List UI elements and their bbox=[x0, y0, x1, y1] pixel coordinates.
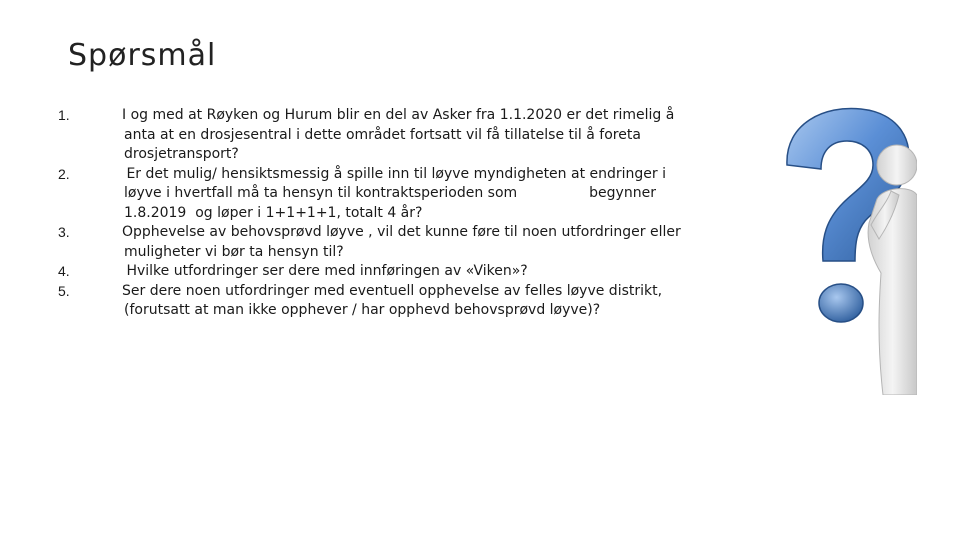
question-list bbox=[0, 106, 760, 321]
question-number: 1. bbox=[58, 107, 70, 123]
question-mark-illustration bbox=[765, 103, 917, 395]
question-text-line: I og med at Røyken og Hurum blir en del av Asker fra 1.1.2020 er det rimelig å bbox=[122, 107, 675, 123]
question-text-line bbox=[122, 184, 760, 204]
question-mark-dot bbox=[819, 284, 863, 322]
question-text-fragment: løyve i hvertfall må ta hensyn til kontraktsperioden som bbox=[124, 185, 518, 201]
question-text-line: Er det mulig/ hensiktsmessig å spille inn til løyve myndigheten at endringer i bbox=[122, 165, 666, 182]
question-text-line: 1.8.2019 og løper i 1+1+1+1, totalt 4 år? bbox=[124, 204, 423, 221]
question-number: 2. bbox=[58, 165, 70, 182]
question-item-1 bbox=[0, 106, 760, 165]
question-text-line: Hvilke utfordringer ser dere med innføringen av «Viken»? bbox=[122, 263, 528, 279]
question-item-2 bbox=[0, 165, 760, 224]
question-number: 5. bbox=[58, 282, 70, 299]
question-item-3 bbox=[0, 223, 760, 262]
question-text-line: drosjetransport? bbox=[124, 146, 239, 162]
question-number: 4. bbox=[58, 263, 70, 279]
question-text-fragment: begynner bbox=[589, 185, 656, 201]
question-text-line: (forutsatt at man ikke opphever / har opphevd behovsprøvd løyve)? bbox=[124, 302, 601, 318]
question-text-line: muligheter vi bør ta hensyn til? bbox=[124, 243, 344, 260]
question-text-line: Opphevelse av behovsprøvd løyve , vil det kunne føre til noen utfordringer eller bbox=[122, 224, 681, 240]
question-text-line: Ser dere noen utfordringer med eventuell opphevelse av felles løyve distrikt, bbox=[122, 282, 663, 299]
slide-title: Spørsmål bbox=[68, 38, 217, 73]
question-number: 3. bbox=[58, 224, 70, 240]
question-text-line: anta at en drosjesentral i dette området fortsatt vil få tillatelse til å foreta bbox=[124, 126, 641, 143]
question-item-4 bbox=[0, 262, 760, 282]
question-item-5 bbox=[0, 282, 760, 321]
